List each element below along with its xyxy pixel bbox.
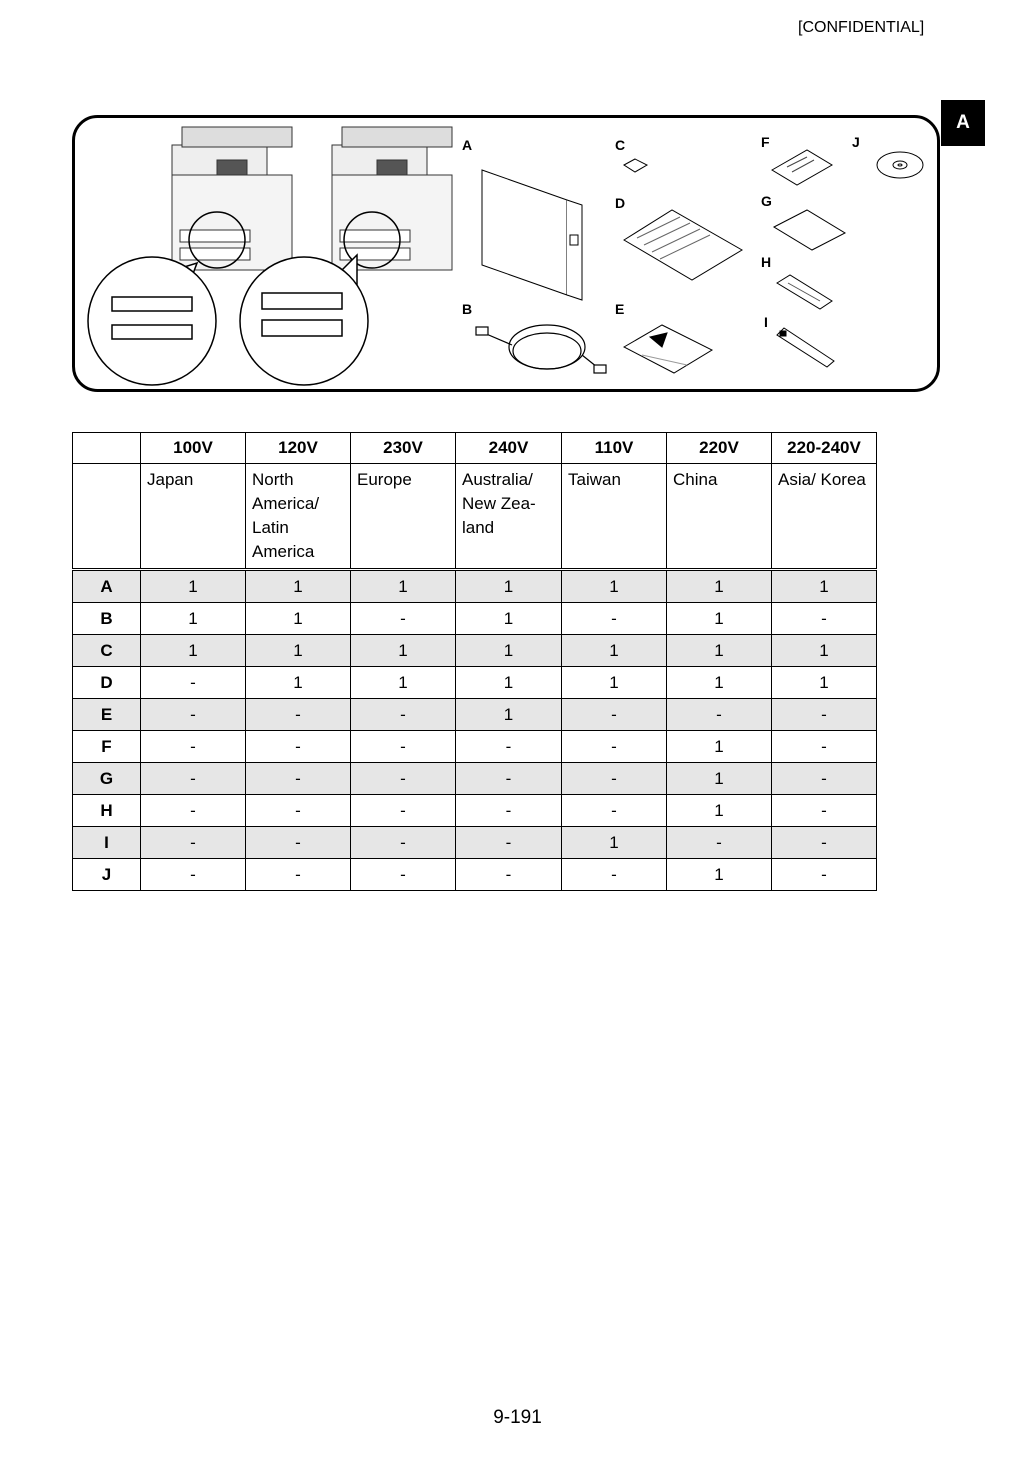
quantity-cell: 1 (667, 859, 772, 891)
figure-label-i: I (764, 314, 768, 330)
quantity-cell: - (772, 763, 877, 795)
quantity-cell: - (351, 603, 456, 635)
quantity-cell: 1 (772, 667, 877, 699)
table-row (73, 731, 877, 763)
quantity-cell: - (246, 827, 351, 859)
quantity-cell: 1 (562, 635, 667, 667)
region-cell: Australia/ New Zea- land (456, 464, 562, 570)
row-label: D (73, 667, 141, 699)
quantity-cell: 1 (246, 635, 351, 667)
col-header-voltage: 110V (562, 433, 667, 464)
header-blank-cell (73, 433, 141, 464)
quantity-cell: 1 (456, 635, 562, 667)
col-header-voltage: 240V (456, 433, 562, 464)
quantity-cell: - (246, 859, 351, 891)
confidential-label: [CONFIDENTIAL] (798, 19, 925, 36)
region-cell: Japan (141, 464, 246, 570)
col-header-voltage: 220V (667, 433, 772, 464)
quantity-cell: - (456, 731, 562, 763)
region-cell: Asia/ Korea (772, 464, 877, 570)
quantity-cell: - (772, 827, 877, 859)
quantity-cell: - (351, 859, 456, 891)
quantity-cell: - (772, 859, 877, 891)
quantity-cell: 1 (456, 667, 562, 699)
row-label: J (73, 859, 141, 891)
row-label: G (73, 763, 141, 795)
table-row (73, 795, 877, 827)
row-label: A (73, 570, 141, 603)
part-j-disc (877, 152, 923, 178)
part-f-card (772, 150, 832, 185)
figure-label-g: G (761, 193, 772, 209)
row-label: E (73, 699, 141, 731)
quantity-cell: - (141, 763, 246, 795)
region-cell: Europe (351, 464, 456, 570)
quantity-cell: - (667, 827, 772, 859)
col-header-voltage: 220-240V (772, 433, 877, 464)
section-tab: A (941, 100, 985, 146)
quantity-cell: - (246, 763, 351, 795)
quantity-cell: 1 (562, 570, 667, 603)
quantity-cell: - (456, 827, 562, 859)
part-d-sheet (624, 210, 742, 280)
quantity-cell: - (562, 795, 667, 827)
quantity-cell: 1 (772, 570, 877, 603)
part-a-board (482, 170, 582, 300)
quantity-cell: 1 (141, 635, 246, 667)
page-number: 9-191 (493, 1407, 542, 1428)
quantity-cell: - (562, 859, 667, 891)
quantity-cell: - (351, 795, 456, 827)
quantity-cell: - (141, 827, 246, 859)
quantity-cell: 1 (141, 603, 246, 635)
part-i-strip (777, 328, 834, 367)
parts-figure (72, 115, 940, 392)
col-header-voltage: 230V (351, 433, 456, 464)
quantity-cell: 1 (667, 731, 772, 763)
quantity-cell: 1 (562, 827, 667, 859)
quantity-cell: 1 (667, 570, 772, 603)
row-label: C (73, 635, 141, 667)
quantity-cell: - (562, 731, 667, 763)
region-cell: China (667, 464, 772, 570)
part-g-sheet (774, 210, 845, 250)
voltage-parts-table (72, 432, 877, 891)
quantity-cell: - (351, 763, 456, 795)
figure-label-f: F (761, 134, 770, 150)
table-row (73, 763, 877, 795)
row-label: F (73, 731, 141, 763)
quantity-cell: - (456, 795, 562, 827)
quantity-cell: - (456, 859, 562, 891)
part-b-cable (476, 325, 606, 373)
voltage-header-row (73, 433, 877, 464)
quantity-cell: 1 (667, 603, 772, 635)
figure-label-j: J (852, 134, 860, 150)
quantity-cell: 1 (667, 667, 772, 699)
part-h-strip (777, 275, 832, 309)
quantity-cell: 1 (246, 603, 351, 635)
col-header-voltage: 120V (246, 433, 351, 464)
part-c-label (624, 159, 647, 172)
quantity-cell: - (246, 795, 351, 827)
quantity-cell: - (141, 699, 246, 731)
quantity-cell: - (351, 699, 456, 731)
quantity-cell: - (562, 699, 667, 731)
quantity-cell: 1 (667, 795, 772, 827)
quantity-cell: - (456, 763, 562, 795)
quantity-cell: 1 (456, 570, 562, 603)
quantity-cell: - (141, 795, 246, 827)
quantity-cell: - (772, 795, 877, 827)
quantity-cell: 1 (351, 570, 456, 603)
quantity-cell: 1 (246, 667, 351, 699)
quantity-cell: 1 (667, 763, 772, 795)
col-header-voltage: 100V (141, 433, 246, 464)
quantity-cell: 1 (351, 635, 456, 667)
quantity-cell: - (562, 763, 667, 795)
copier-illustration (332, 127, 452, 270)
table-row (73, 859, 877, 891)
table-row (73, 635, 877, 667)
quantity-cell: - (772, 603, 877, 635)
quantity-cell: - (246, 699, 351, 731)
table-row (73, 603, 877, 635)
quantity-cell: 1 (246, 570, 351, 603)
quantity-cell: - (141, 667, 246, 699)
zoom-detail (88, 255, 368, 385)
quantity-cell: 1 (667, 635, 772, 667)
quantity-cell: - (351, 731, 456, 763)
region-row (73, 464, 877, 570)
part-e-document (624, 325, 712, 373)
row-label: B (73, 603, 141, 635)
quantity-cell: - (141, 731, 246, 763)
quantity-cell: - (667, 699, 772, 731)
figure-label-b: B (462, 301, 473, 317)
quantity-cell: 1 (456, 603, 562, 635)
quantity-cell: - (772, 699, 877, 731)
table-row (73, 827, 877, 859)
quantity-cell: 1 (141, 570, 246, 603)
quantity-cell: - (246, 731, 351, 763)
region-cell: North America/ Latin America (246, 464, 351, 570)
figure-label-c: C (615, 137, 626, 153)
row-label: I (73, 827, 141, 859)
table-row (73, 570, 877, 603)
quantity-cell: - (141, 859, 246, 891)
quantity-cell: 1 (772, 635, 877, 667)
figure-label-a: A (462, 137, 473, 153)
quantity-cell: 1 (456, 699, 562, 731)
figure-label-e: E (615, 301, 625, 317)
table-row (73, 667, 877, 699)
row-label: H (73, 795, 141, 827)
figure-label-h: H (761, 254, 772, 270)
region-blank-cell (73, 464, 141, 570)
quantity-cell: - (772, 731, 877, 763)
region-cell: Taiwan (562, 464, 667, 570)
table-row (73, 699, 877, 731)
quantity-cell: 1 (351, 667, 456, 699)
figure-label-d: D (615, 195, 626, 211)
quantity-cell: 1 (562, 667, 667, 699)
quantity-cell: - (562, 603, 667, 635)
copier-illustration (172, 127, 292, 270)
quantity-cell: - (351, 827, 456, 859)
